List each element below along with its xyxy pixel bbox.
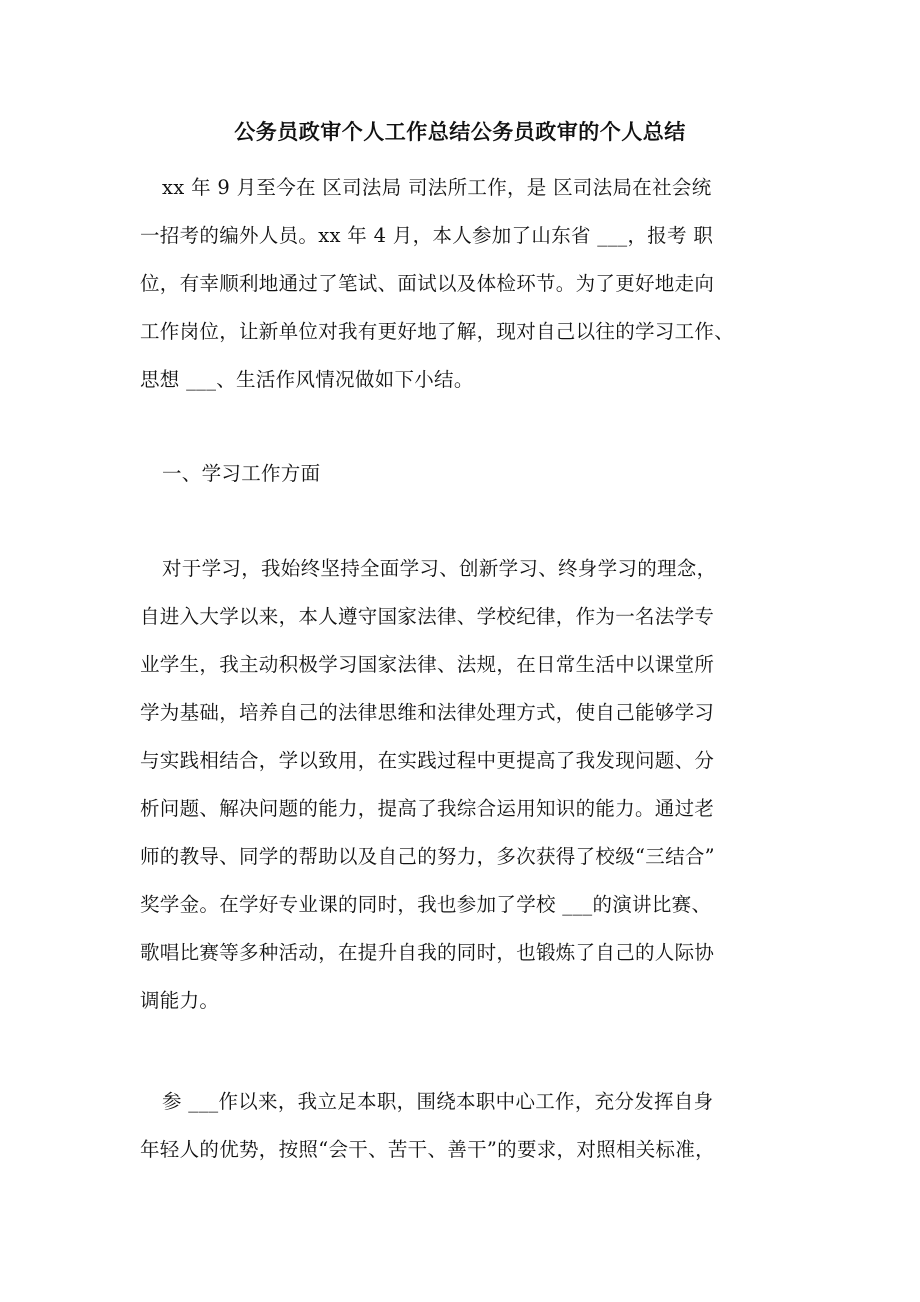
document-title: 公务员政审个人工作总结公务员政审的个人总结 (234, 120, 686, 144)
text-line: 调能力。 (140, 989, 220, 1012)
text-line: 年轻人的优势，按照“会干、苦干、善干”的要求，对照相关标准， (140, 1138, 715, 1161)
text-line: 一招考的编外人员。xx 年 4 月，本人参加了山东省 ___，报考 职 (140, 224, 714, 247)
text-line: 工作岗位，让新单位对我有更好地了解，现对自己以往的学习工作、 (140, 320, 735, 343)
paragraph-study (140, 545, 790, 1025)
text-line: 师的教导、同学的帮助以及自己的努力，多次获得了校级“三结合” (140, 845, 715, 868)
text-line: 对于学习，我始终坚持全面学习、创新学习、终身学习的理念， (162, 557, 717, 580)
text-line: 歌唱比赛等多种活动，在提升自我的同时，也锻炼了自己的人际协 (140, 941, 715, 964)
text-line: 析问题、解决问题的能力，提高了我综合运用知识的能力。通过老 (140, 797, 715, 820)
section-heading-study-work (140, 450, 790, 498)
text-line: 奖学金。在学好专业课的同时，我也参加了学校 ___的演讲比赛、 (140, 893, 712, 916)
paragraph-intro (140, 164, 790, 404)
text-line: xx 年 9 月至今在 区司法局 司法所工作，是 区司法局在社会统 (162, 176, 712, 199)
text-line: 参 ___作以来，我立足本职，围绕本职中心工作，充分发挥自身 (162, 1090, 714, 1113)
paragraph-work (140, 1078, 790, 1174)
heading-text: 一、学习工作方面 (162, 462, 321, 485)
text-line: 与实践相结合，学以致用，在实践过程中更提高了我发现问题、分 (140, 749, 715, 772)
text-line: 业学生，我主动积极学习国家法律、法规，在日常生活中以课堂所 (140, 653, 715, 676)
text-line: 思想 ___、生活作风情况做如下小结。 (140, 368, 474, 391)
text-line: 学为基础，培养自己的法律思维和法律处理方式，使自己能够学习 (140, 701, 715, 724)
text-line: 自进入大学以来，本人遵守国家法律、学校纪律，作为一名法学专 (140, 605, 715, 628)
text-line: 位，有幸顺利地通过了笔试、面试以及体检环节。为了更好地走向 (140, 272, 715, 295)
